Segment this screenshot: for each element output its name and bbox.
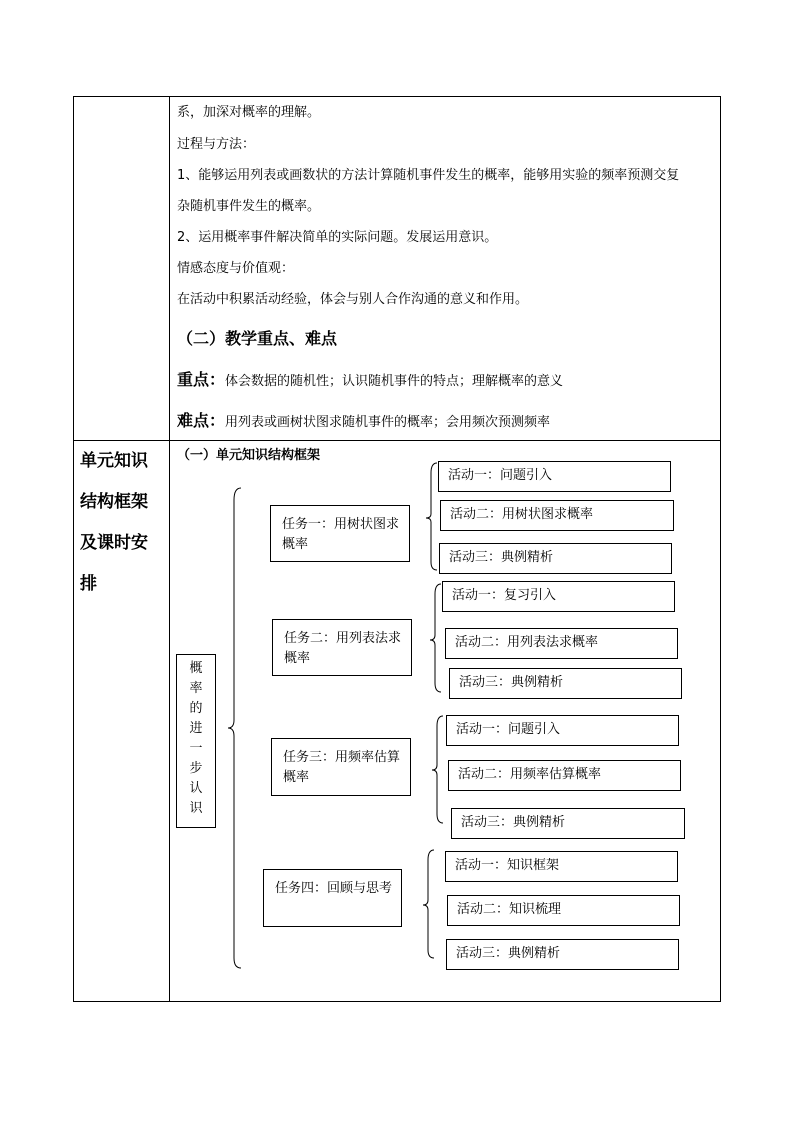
- task4-activity-1: 活动一：知识框架: [445, 851, 678, 882]
- difficult-point-label: 难点：: [177, 411, 226, 430]
- task3-activity-2: 活动二：用频率估算概率: [448, 760, 681, 791]
- task2-activity-1: 活动一：复习引入: [442, 581, 675, 612]
- objective-line-7: 在活动中积累活动经验，体会与别人合作沟通的意义和作用。: [177, 292, 529, 307]
- framework-subtitle: （一）单元知识结构框架: [177, 448, 321, 463]
- task4-activity-3: 活动三：典例精析: [446, 939, 679, 970]
- root-char-2: 率: [189, 681, 203, 696]
- task-node-1: 任务一：用树状图求概率: [270, 505, 410, 562]
- objective-line-1: 系，加深对概率的理解。: [177, 105, 321, 120]
- root-char-3: 的: [189, 701, 203, 716]
- task2-activity-2: 活动二：用列表法求概率: [445, 628, 678, 659]
- objective-line-4: 杂随机事件发生的概率。: [177, 199, 321, 214]
- key-point-label: 重点：: [177, 370, 226, 389]
- task3-activity-3: 活动三：典例精析: [451, 808, 685, 839]
- task2-brace: [430, 584, 441, 692]
- task1-brace: [426, 463, 437, 570]
- task-node-2: 任务二：用列表法求概率: [272, 619, 412, 676]
- key-point-text: 体会数据的随机性；认识随机事件的特点；理解概率的意义: [225, 374, 564, 389]
- task-node-4: 任务四：回顾与思考: [263, 869, 402, 927]
- task4-brace: [423, 850, 434, 958]
- root-node-box: [176, 654, 216, 828]
- task4-activity-2: 活动二：知识梳理: [447, 895, 680, 926]
- section-heading-key-points: （二）教学重点、难点: [177, 329, 338, 348]
- task3-brace: [432, 716, 443, 823]
- difficult-point-text: 用列表或画树状图求随机事件的概率；会用频次预测频率: [225, 415, 551, 430]
- task1-activity-2: 活动二：用树状图求概率: [440, 500, 674, 531]
- objective-line-3: 1、能够运用列表或画数状的方法计算随机事件发生的概率，能够用实验的频率预测交复: [177, 168, 680, 183]
- objective-line-5: 2、运用概率事件解决简单的实际问题。发展运用意识。: [177, 230, 498, 245]
- left-header-line-3: 及课时安: [80, 533, 148, 553]
- task1-activity-1: 活动一：问题引入: [438, 461, 671, 492]
- objective-line-6: 情感态度与价值观：: [177, 261, 295, 276]
- root-char-7: 认: [189, 781, 203, 796]
- root-brace: [228, 488, 241, 968]
- root-char-5: 一: [189, 741, 203, 756]
- root-char-6: 步: [189, 761, 203, 776]
- root-char-8: 识: [189, 801, 203, 816]
- root-char-1: 概: [189, 661, 203, 676]
- task-node-3: 任务三：用频率估算概率: [271, 738, 411, 796]
- task2-activity-3: 活动三：典例精析: [449, 668, 682, 699]
- task3-activity-1: 活动一：问题引入: [446, 715, 679, 746]
- left-header-line-1: 单元知识: [80, 451, 148, 471]
- objective-line-2: 过程与方法：: [177, 137, 256, 152]
- task1-activity-3: 活动三：典例精析: [439, 543, 672, 574]
- root-char-4: 进: [189, 721, 203, 736]
- left-header-line-4: 排: [80, 574, 97, 594]
- left-header-line-2: 结构框架: [80, 492, 148, 512]
